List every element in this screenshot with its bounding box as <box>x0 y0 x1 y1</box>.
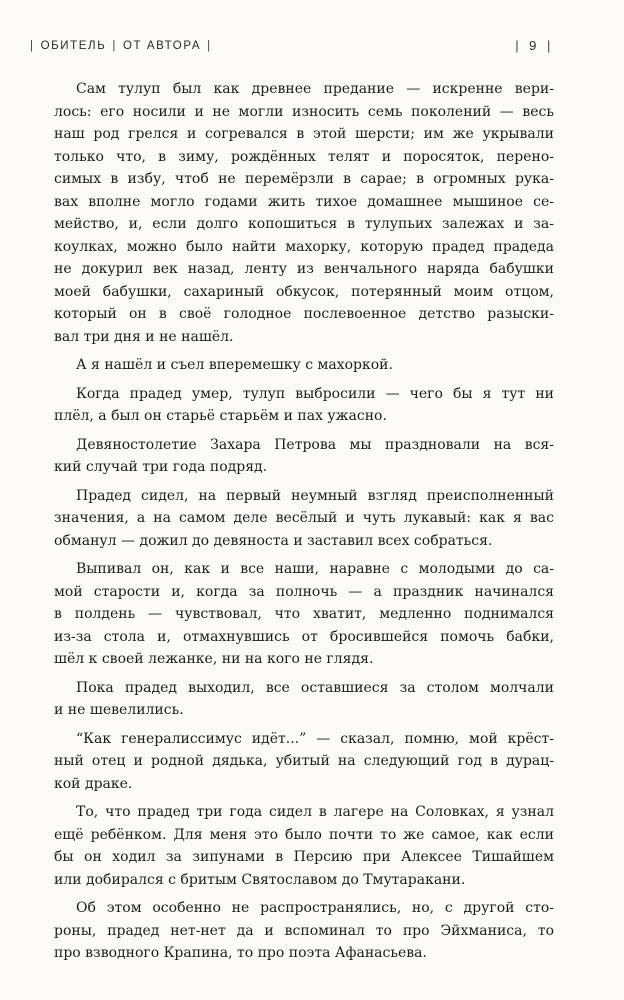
text-line: обманул — дожил до девяноста и заставил всех собраться. <box>54 532 493 549</box>
text-line: вал три дня и не нашёл. <box>54 328 234 345</box>
text-line: в полдень — чувствовал, что хватит, медленно поднимался <box>54 606 554 622</box>
text-line: наш род грелся и согревался в этой шерсти; им же укрывали <box>54 126 554 142</box>
text-line: Сам тулуп был как древнее предание — искренне вери- <box>76 81 554 97</box>
text-line: Когда прадед умер, тулуп выбросили — чего бы я тут ни <box>76 385 554 402</box>
text-line: Пока прадед выходил, все оставшиеся за столом молчали <box>76 679 554 696</box>
text-line: ещё ребёнком. Для меня это было почти то же самое, как если <box>54 826 554 843</box>
text-line: значения, а на самом деле весёлый и чуть лукавый: как я вас <box>54 510 554 526</box>
separator-bar: | <box>207 39 212 52</box>
text-line: мейство, и, если долго копошиться в тулупьих залежах и за- <box>54 216 554 232</box>
text-line: бы он ходил за зипунами в Персию при Алексее Тишайшем <box>54 849 554 865</box>
running-head-right <box>515 38 552 53</box>
text-line: Об этом особенно не распространялись, но, с другой сто- <box>76 900 554 916</box>
text-line: Девяностолетие Захара Петрова мы праздновали на вся- <box>76 436 554 453</box>
text-line: кой драке. <box>54 775 133 792</box>
text-line: лось: его носили и не могли износить семь поколений — весь <box>54 103 554 120</box>
text-line: симых в избу, чтоб не перемёрзли в сарае; в огромных рука- <box>54 171 554 187</box>
book-title: ОБИТЕЛЬ <box>40 39 107 52</box>
text-line: мой старости и, когда за полночь — а праздник начинался <box>54 583 554 600</box>
text-line: не докурил век назад, ленту из венчального наряда бабушки <box>54 261 554 277</box>
paragraph <box>54 434 554 479</box>
running-head <box>30 38 552 53</box>
paragraph <box>54 897 554 965</box>
text-line: или добирался с бритым Святославом до Тмутаракани. <box>54 871 466 888</box>
page-body-text <box>54 78 554 971</box>
text-line: и не шевелились. <box>54 702 184 718</box>
text-line: из-за стола и, отмахнувшись от бросившейся помочь бабки, <box>54 628 554 645</box>
text-line: плёл, а был он старьё старьём и пах ужасно. <box>54 408 387 424</box>
text-line: А я нашёл и съел вперемешку с махоркой. <box>76 357 393 373</box>
running-head-left <box>30 40 212 52</box>
text-line: который он в своё голодное послевоенное детство разыски- <box>54 306 554 322</box>
text-line: Выпивал он, как и все наши, наравне с молодыми до са- <box>76 561 554 577</box>
paragraph <box>54 677 554 722</box>
separator-bar: | <box>112 39 117 52</box>
paragraph <box>54 354 554 377</box>
paragraph <box>54 383 554 428</box>
text-line: То, что прадед три года сидел в лагере на Соловках, я узнал <box>76 804 554 820</box>
text-line: моей бабушки, сахариный обкусок, потерянный моим отцом, <box>54 283 554 300</box>
separator-bar: | <box>30 39 35 52</box>
text-line: шёл к своей лежанке, ни на кого не глядя. <box>54 651 374 667</box>
paragraph <box>54 485 554 553</box>
section-title: ОТ АВТОРА <box>122 39 202 52</box>
paragraph <box>54 558 554 671</box>
text-line: только что, в зиму, рождённых телят и поросяток, перено- <box>54 148 554 165</box>
text-line: кий случай три года подряд. <box>54 459 268 475</box>
text-line: про взводного Крапина, то про поэта Афанасьева. <box>54 945 427 961</box>
text-line: ный отец и родной дядька, убитый на следующий год в дурац- <box>54 753 554 769</box>
paragraph <box>54 78 554 348</box>
separator-bar: | <box>515 38 521 53</box>
page-number: 9 <box>529 38 539 53</box>
paragraph <box>54 801 554 891</box>
text-line: Прадед сидел, на первый неумный взгляд преисполненный <box>76 487 554 504</box>
paragraph <box>54 728 554 796</box>
text-line: “Как генералиссимус идёт...” — сказал, помню, мой крёст- <box>76 730 554 747</box>
text-line: коулках, можно было найти махорку, которую прадед прадеда <box>54 238 554 255</box>
text-line: вах вполне могло годами жить тихое домашнее мышиное се- <box>54 193 554 210</box>
text-line: роны, прадед нет-нет да и вспоминал то про Эйхманиса, то <box>54 922 554 939</box>
separator-bar: | <box>547 38 552 53</box>
